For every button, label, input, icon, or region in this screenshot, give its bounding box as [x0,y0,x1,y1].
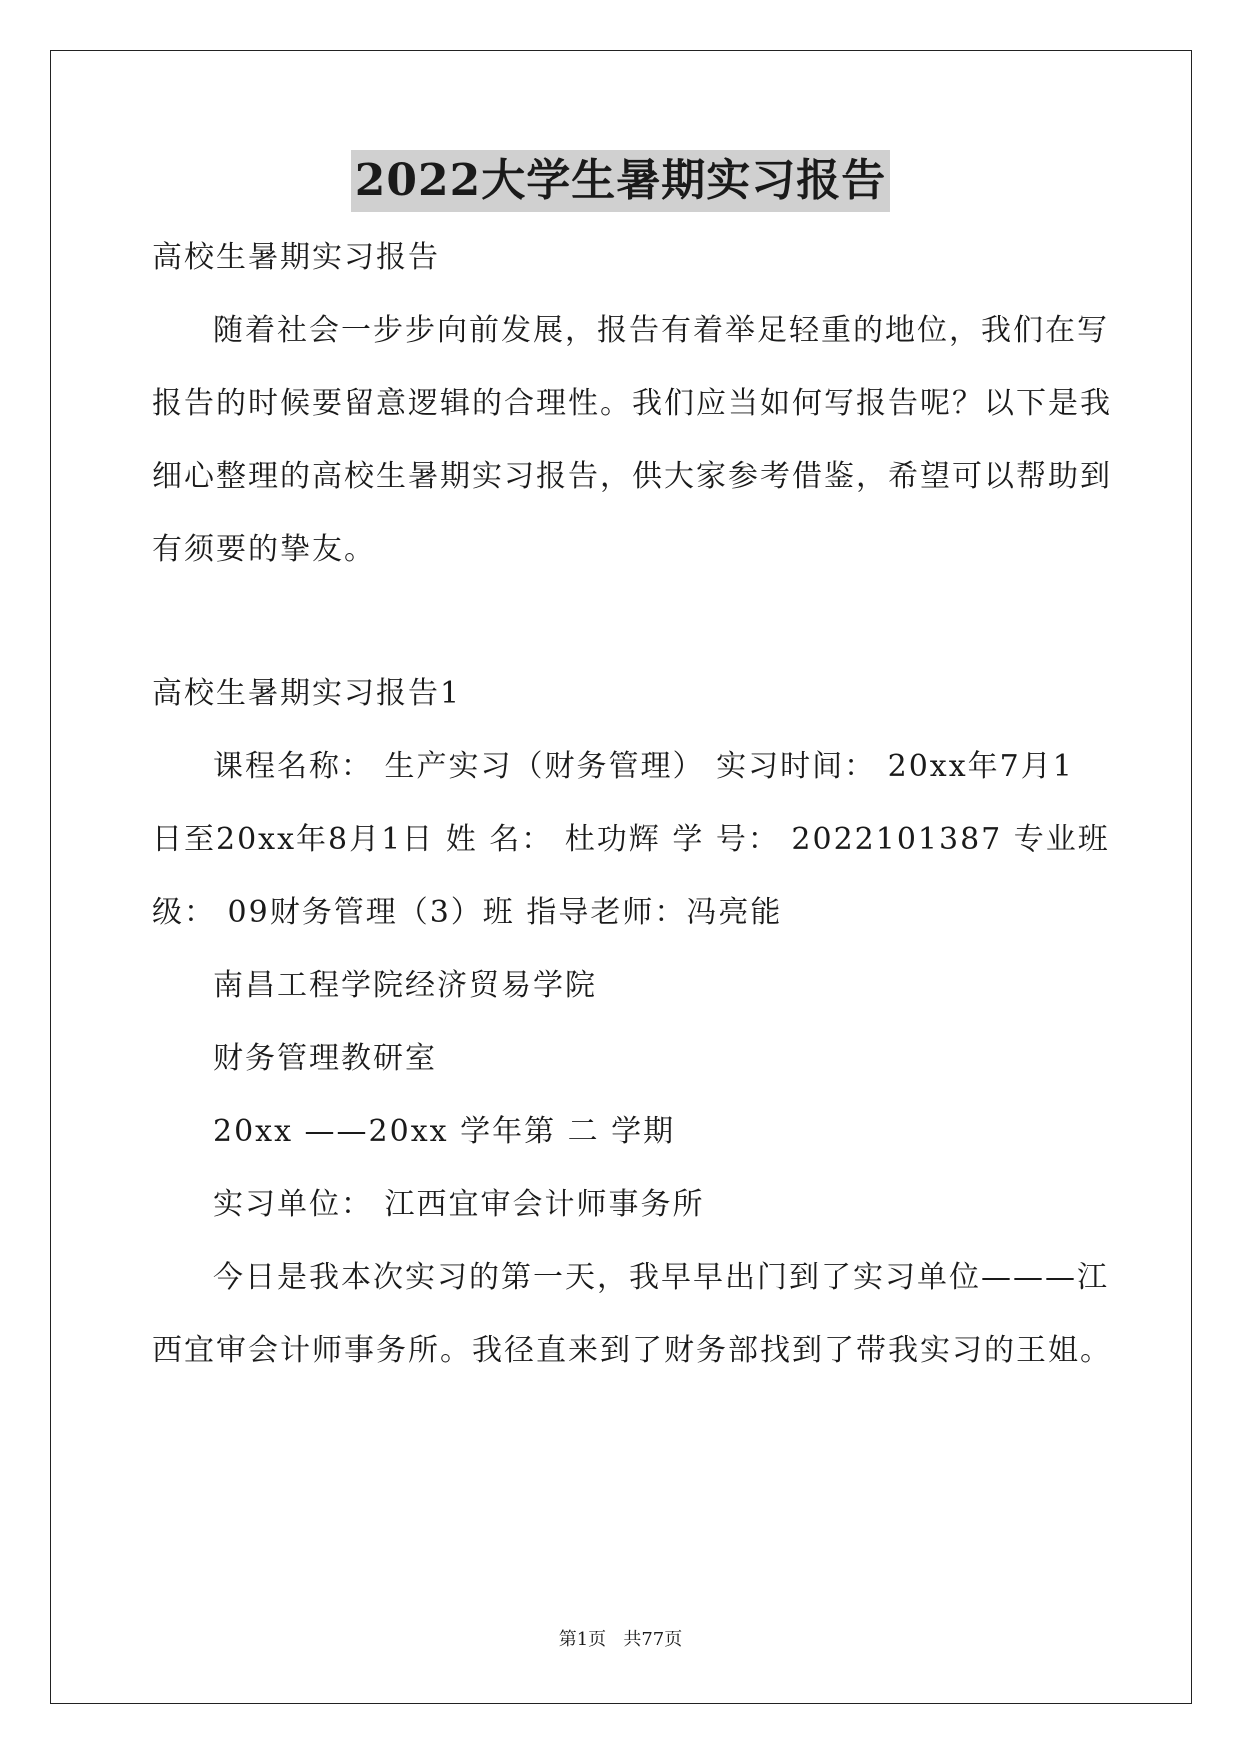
section-heading: 高校生暑期实习报告1 [152,676,462,711]
paragraph-line: 级： 09财务管理（3）班 指导老师：冯亮能 [152,895,783,930]
page-footer [0,1628,1241,1652]
page-number: 第1页 [558,1629,607,1650]
paragraph-line: 20xx ——20xx 学年第 二 学期 [213,1114,676,1149]
paragraph-line: 实习单位： 江西宜审会计师事务所 [213,1187,705,1222]
document-title: 2022大学生暑期实习报告 [351,150,890,212]
section-heading: 高校生暑期实习报告 [152,240,440,275]
paragraph-line: 西宜审会计师事务所。我径直来到了财务部找到了带我实习的王姐。 [152,1333,1112,1368]
paragraph-line: 课程名称： 生产实习（财务管理） 实习时间： 20xx年7月1 [213,749,1074,784]
paragraph-line: 细心整理的高校生暑期实习报告，供大家参考借鉴，希望可以帮助到 [152,459,1112,494]
title-container [0,150,1241,212]
paragraph-line: 有须要的挚友。 [152,532,376,567]
paragraph-line: 南昌工程学院经济贸易学院 [213,968,597,1003]
paragraph-line: 随着社会一步步向前发展，报告有着举足轻重的地位，我们在写 [213,313,1109,348]
paragraph-line: 今日是我本次实习的第一天，我早早出门到了实习单位———江 [213,1260,1109,1295]
page-border [50,50,1192,1704]
paragraph-line: 财务管理教研室 [213,1041,437,1076]
page-total: 共77页 [623,1629,683,1650]
paragraph-line: 报告的时候要留意逻辑的合理性。我们应当如何写报告呢？以下是我 [152,386,1112,421]
paragraph-line: 日至20xx年8月1日 姓 名： 杜功辉 学 号： 2022101387 专业班 [152,822,1110,857]
